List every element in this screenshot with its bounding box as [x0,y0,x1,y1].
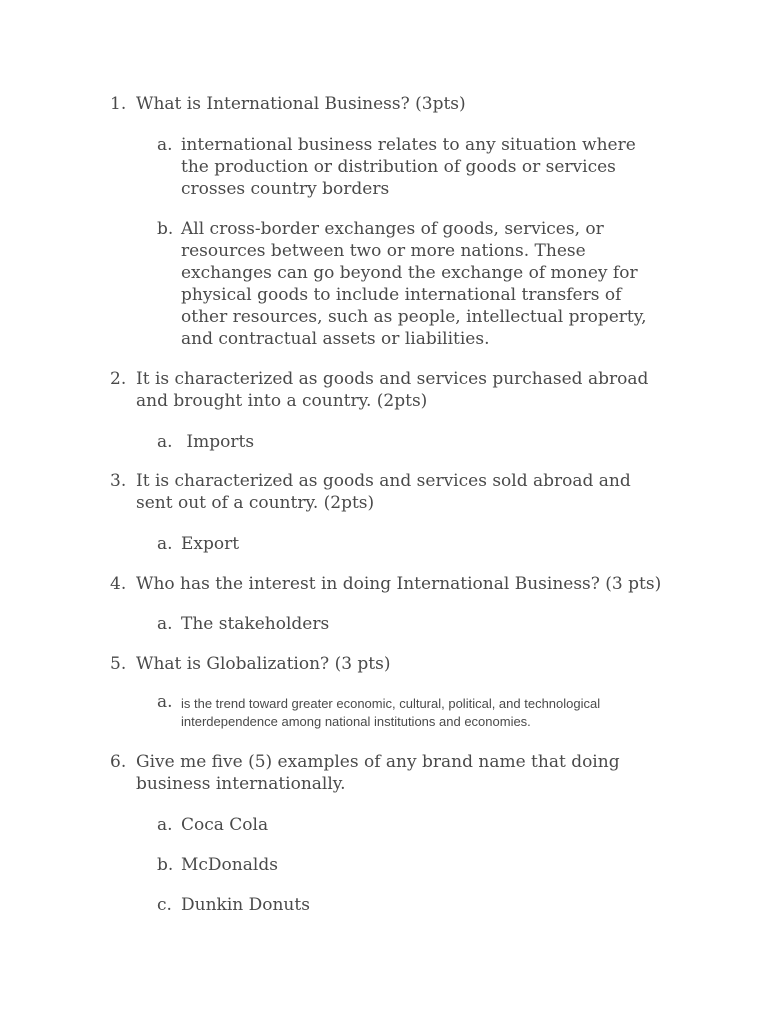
answer-letter: c. [157,895,172,915]
question-number: 5. [110,654,127,674]
answer-text: Imports [181,432,255,452]
answer-text: is the trend toward greater economic, cultural, political, and technological interdependence among national institutions and economies. [181,696,601,729]
answer-3a [157,533,657,555]
question-text: It is characterized as goods and services sold abroad and sent out of a country. (2pts) [136,471,631,513]
question-6 [110,751,670,795]
answer-1b [157,218,657,350]
answer-6a [157,814,657,836]
answer-text: Dunkin Donuts [181,895,310,915]
question-3 [110,470,670,514]
answer-6c [157,894,657,916]
question-number: 4. [110,574,127,594]
question-text: What is International Business? (3pts) [136,94,466,114]
answer-text: international business relates to any situation where the production or distribution of goods or services crosses country borders [181,135,636,199]
question-1 [110,93,670,115]
question-4 [110,573,670,595]
answer-text: Coca Cola [181,815,269,835]
question-text: It is characterized as goods and services purchased abroad and brought into a country. (2pts) [136,369,649,411]
answer-text: McDonalds [181,855,278,875]
answer-letter: a. [157,692,173,712]
answer-letter: a. [157,534,173,554]
question-number: 3. [110,471,127,491]
answer-5a [157,692,657,731]
answer-letter: a. [157,815,173,835]
answer-text: Export [181,534,240,554]
answer-1a [157,134,657,200]
question-2 [110,368,670,412]
question-5 [110,653,670,675]
answer-4a [157,613,657,635]
answer-letter: b. [157,855,174,875]
question-text: Give me five (5) examples of any brand name that doing business internationally. [136,752,620,794]
question-number: 1. [110,94,127,114]
answer-6b [157,854,657,876]
answer-text: The stakeholders [181,614,330,634]
answer-text: All cross-border exchanges of goods, services, or resources between two or more nations. These exchanges can go beyond the exchange of money for physical goods to include international transfers of other resources, such as people, intellectual property, and contractual assets or liabilities. [181,219,647,349]
answer-2a [157,431,657,453]
answer-letter: a. [157,135,173,155]
question-number: 2. [110,369,127,389]
answer-letter: a. [157,432,173,452]
answer-letter: a. [157,614,173,634]
question-text: What is Globalization? (3 pts) [136,654,391,674]
question-text: Who has the interest in doing International Business? (3 pts) [136,574,662,594]
answer-letter: b. [157,219,174,239]
question-number: 6. [110,752,127,772]
